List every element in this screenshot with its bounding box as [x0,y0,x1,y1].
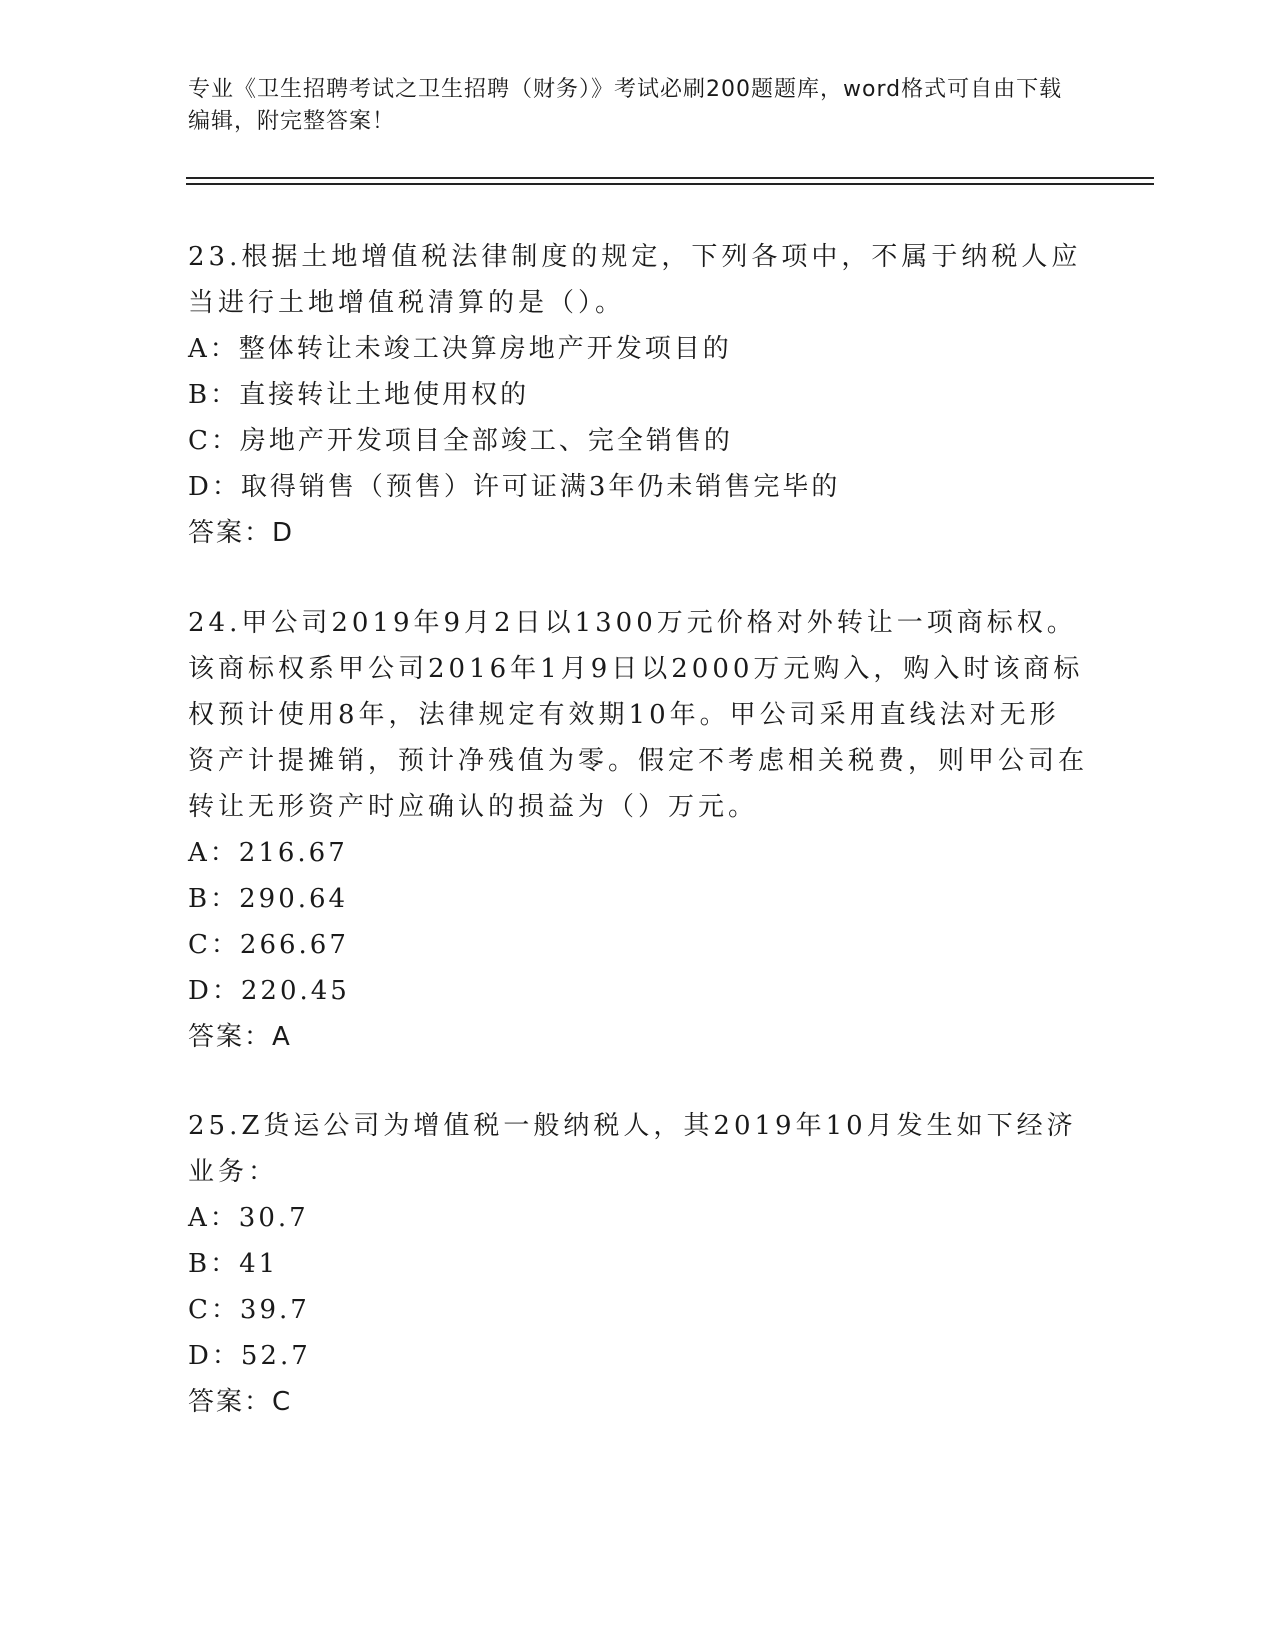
option-label: B： [188,884,240,914]
answer-text: 答案：D [188,518,295,548]
option-text: 52.7 [240,1341,311,1371]
option-c [188,922,1088,968]
header-divider-top [186,177,1154,179]
option-label: D： [188,1341,241,1371]
option-label: D： [188,472,241,502]
option-d [188,464,1088,510]
option-label: B： [188,380,240,410]
option-b [188,1241,1088,1287]
option-text: 266.67 [239,930,349,960]
option-text: 290.64 [239,884,349,914]
question-24 [188,600,1088,1060]
option-text: 30.7 [238,1203,309,1233]
option-a [188,326,1088,372]
question-text: 24.甲公司2019年9月2日以1300万元价格对外转让一项商标权。该商标权系甲公司2016年1月9日以2000万元购入，购入时该商标权预计使用8年，法律规定有效期10年。甲公司采用直线法对无形资产计提摊销，预计净残值为零。假定不考虑相关税费，则甲公司在转让无形资产时应确认的损益为（）万元。 [188,608,1089,822]
document-header: 专业《卫生招聘考试之卫生招聘（财务）》考试必刷200题题库，word格式可自由下载编辑，附完整答案！ [188,77,1063,134]
option-label: C： [188,930,240,960]
question-text: 25.Z货运公司为增值税一般纳税人，其2019年10月发生如下经济业务： [188,1111,1077,1187]
question-text: 23.根据土地增值税法律制度的规定，下列各项中，不属于纳税人应当进行土地增值税清算的是（）。 [188,242,1082,318]
option-text: 直接转让土地使用权的 [239,380,530,410]
option-label: D： [188,976,241,1006]
option-text: 整体转让未竣工决算房地产开发项目的 [238,334,732,364]
option-label: C： [188,426,240,456]
option-label: A： [188,1203,239,1233]
answer-text: 答案：C [188,1387,293,1417]
option-label: A： [188,334,239,364]
option-text: 216.67 [238,838,348,868]
option-text: 41 [239,1249,279,1279]
option-c [188,1287,1088,1333]
option-a [188,830,1088,876]
option-text: 39.7 [239,1295,310,1325]
option-label: C： [188,1295,240,1325]
option-d [188,968,1088,1014]
answer-text: 答案：A [188,1022,292,1052]
option-text: 房地产开发项目全部竣工、完全销售的 [239,426,733,456]
option-b [188,876,1088,922]
option-a [188,1195,1088,1241]
option-text: 220.45 [240,976,350,1006]
option-text: 取得销售（预售）许可证满3年仍未销售完毕的 [240,472,841,502]
option-b [188,372,1088,418]
question-25 [188,1103,1088,1425]
option-d [188,1333,1088,1379]
question-23 [188,234,1088,556]
option-label: A： [188,838,239,868]
option-c [188,418,1088,464]
option-label: B： [188,1249,240,1279]
header-divider-bottom [186,183,1154,185]
